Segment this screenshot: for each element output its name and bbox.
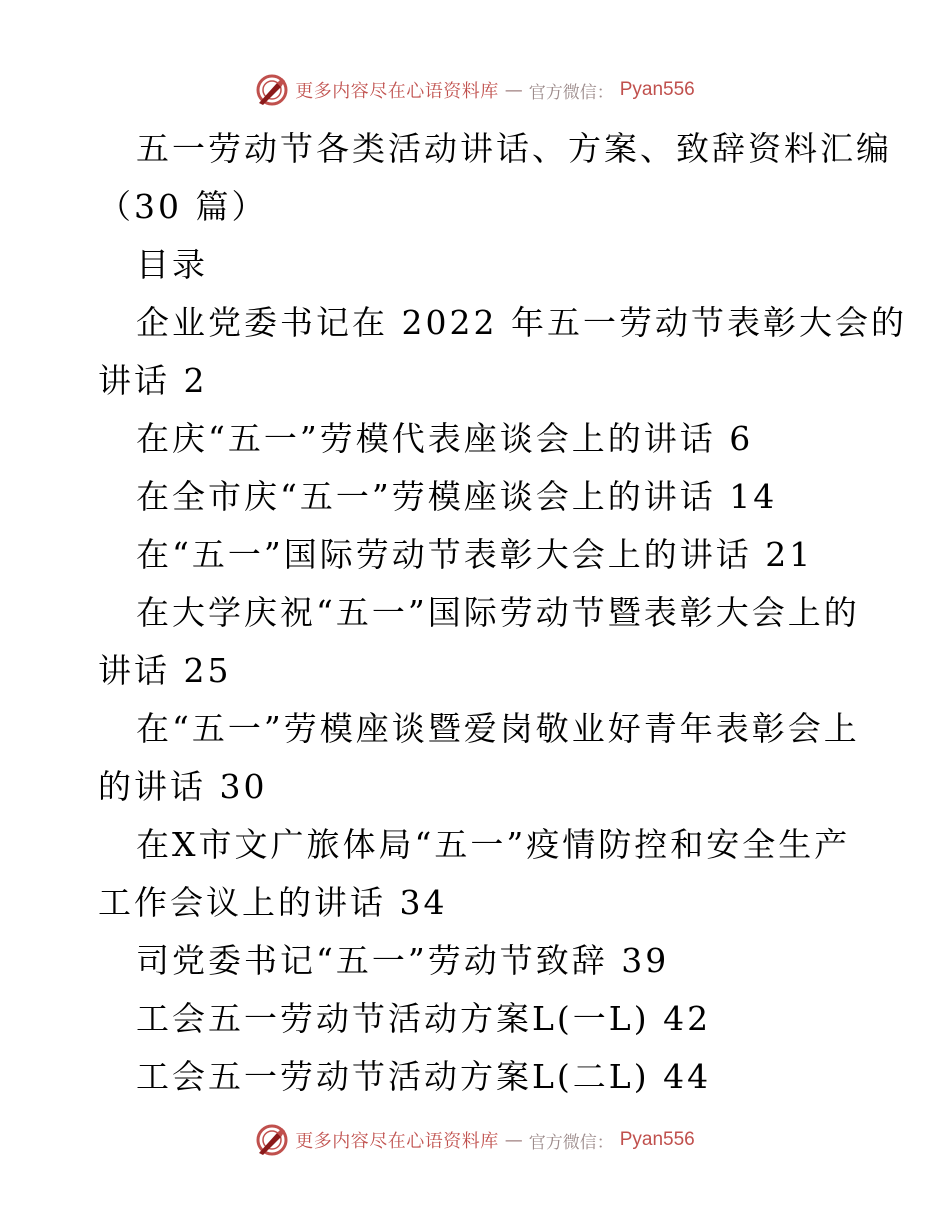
- toc-entry-line: 在“五一”国际劳动节表彰大会上的讲话 21: [136, 535, 814, 574]
- toc-entry-line: 在X市文广旅体局“五一”疫情防控和安全生产: [136, 825, 851, 864]
- pen-logo-icon: [255, 1123, 289, 1157]
- watermark-group: [255, 1123, 695, 1157]
- watermark-text: 更多内容尽在心语资料库: [295, 1131, 499, 1152]
- header-watermark: [0, 70, 950, 110]
- watermark-wechat-id: Pyan556: [619, 79, 695, 100]
- watermark-wechat-id: Pyan556: [619, 1129, 695, 1150]
- footer-watermark: [0, 1120, 950, 1160]
- toc-entry-line: 司党委书记“五一”劳动节致辞 39: [136, 941, 670, 980]
- toc-entry-line: 工作会议上的讲话 34: [98, 883, 448, 922]
- watermark-label: 官方微信：: [528, 82, 614, 103]
- watermark-label: 官方微信：: [528, 1132, 614, 1153]
- watermark-group: [255, 73, 695, 107]
- watermark-separator: —: [504, 1129, 523, 1151]
- toc-entry-line: 企业党委书记在 2022 年五一劳动节表彰大会的: [136, 303, 907, 342]
- document-title-line-1: 五一劳动节各类活动讲话、方案、致辞资料汇编: [136, 129, 892, 168]
- document-body: [98, 120, 907, 1106]
- toc-entry-line: 在全市庆“五一”劳模座谈会上的讲话 14: [136, 477, 778, 516]
- toc-entry-line: 工会五一劳动节活动方案L(一L) 42: [136, 999, 712, 1038]
- toc-entry-line: 讲话 2: [98, 361, 208, 400]
- toc-entry-line: 讲话 25: [98, 651, 232, 690]
- toc-entry-line: 在庆“五一”劳模代表座谈会上的讲话 6: [136, 419, 754, 458]
- pen-logo-icon: [255, 73, 289, 107]
- toc-entry-line: 在大学庆祝“五一”国际劳动节暨表彰大会上的: [136, 593, 860, 632]
- toc-entry-line: 在“五一”劳模座谈暨爱岗敬业好青年表彰会上: [136, 709, 860, 748]
- document-title-line-2: （30 篇）: [98, 187, 268, 226]
- toc-heading: 目录: [136, 245, 208, 284]
- watermark-text: 更多内容尽在心语资料库: [295, 81, 499, 102]
- watermark-separator: —: [504, 79, 523, 101]
- toc-entry-line: 工会五一劳动节活动方案L(二L) 44: [136, 1057, 712, 1096]
- toc-entry-line: 的讲话 30: [98, 767, 268, 806]
